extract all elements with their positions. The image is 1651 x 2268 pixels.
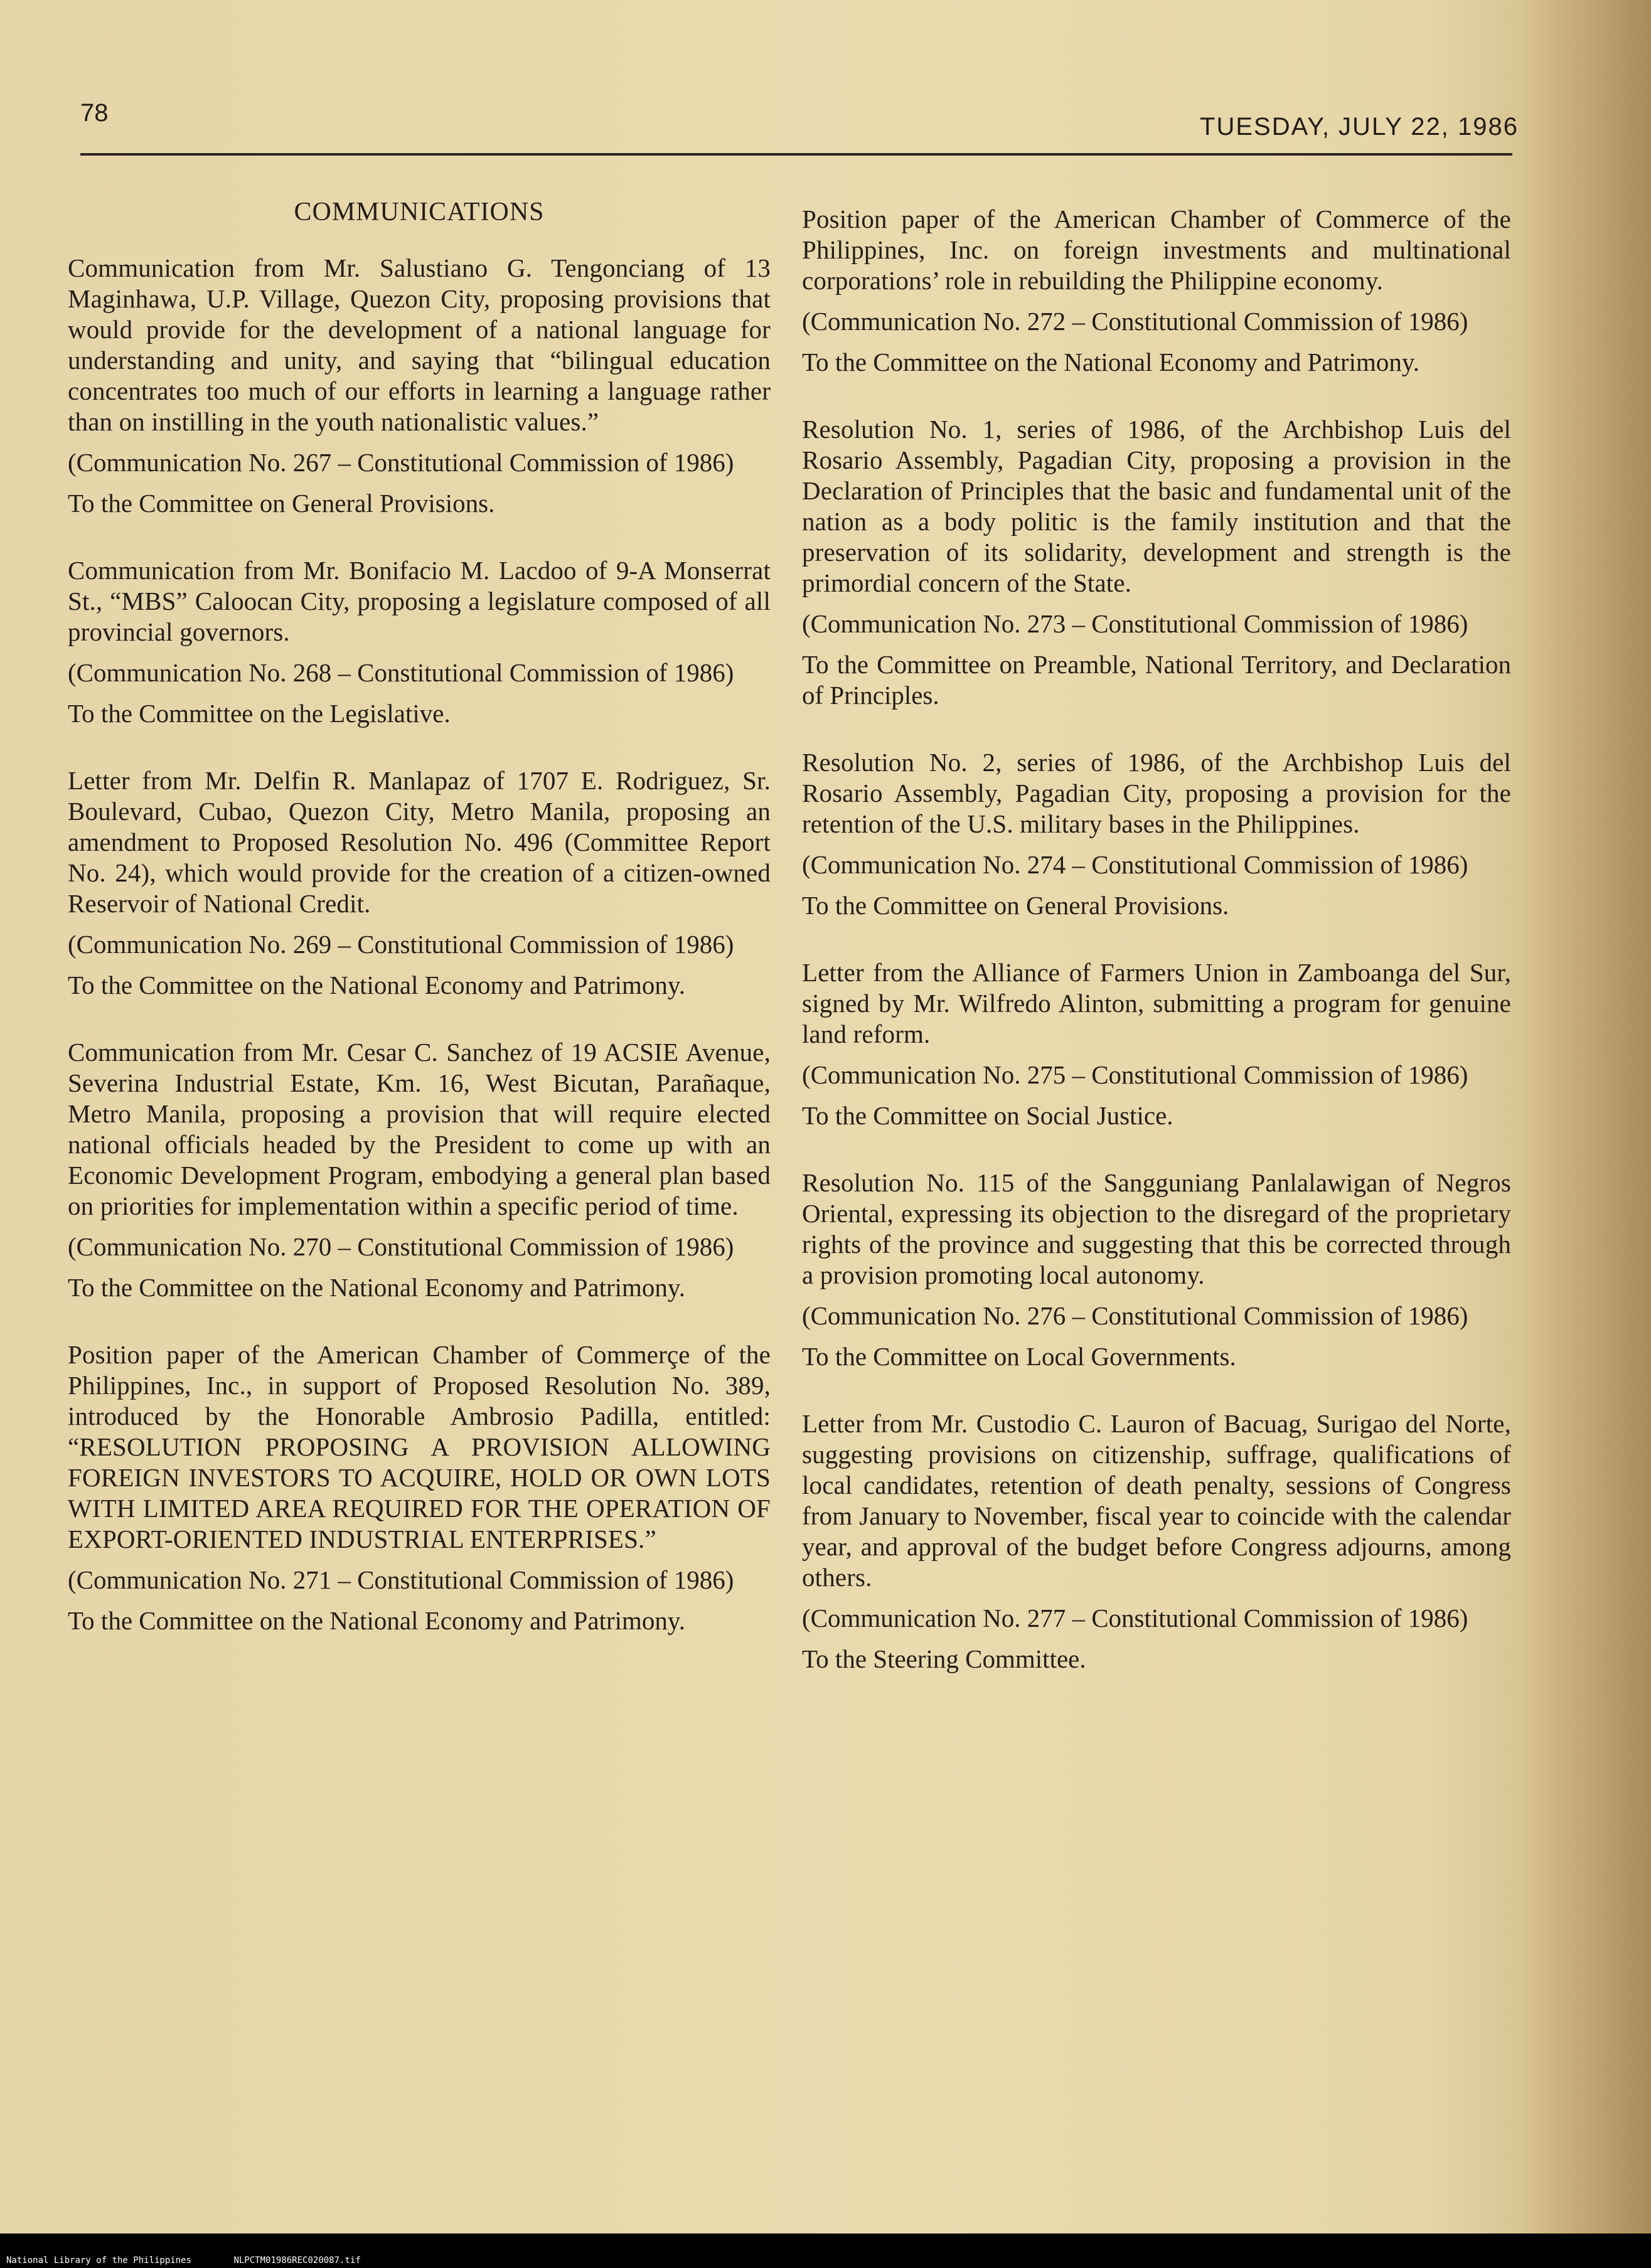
- communication-entry-275: [802, 957, 1511, 1131]
- entry-body: Resolution No. 115 of the Sangguniang Panlalawigan of Negros Oriental, expressing its objection to the disregard of the proprietary rights of the province and suggesting that this be corrected through a provision promoting local autonomy.: [802, 1168, 1511, 1289]
- entry-reference: (Communication No. 277 – Constitutional Commission of 1986): [802, 1604, 1468, 1632]
- entry-body: Communication from Mr. Cesar C. Sanchez of 19 ACSIE Avenue, Severina Industrial Estate, Km. 16, West Bicutan, Parañaque, Metro Manila, proposing a provision that will require elected national officials headed by the President to come up with an Economic Development Program, embodying a general plan based on priorities for implementation within a specific period of time.: [68, 1038, 771, 1220]
- entry-reference: (Communication No. 272 – Constitutional Commission of 1986): [802, 307, 1468, 336]
- entry-referral: To the Committee on the Legislative.: [68, 699, 451, 728]
- entry-referral: To the Committee on Preamble, National Territory, and Declaration of Principles.: [802, 650, 1511, 710]
- entry-reference: (Communication No. 268 – Constitutional Commission of 1986): [68, 658, 734, 687]
- entry-referral: To the Committee on the National Economy and Patrimony.: [802, 348, 1419, 376]
- entry-reference: (Communication No. 269 – Constitutional Commission of 1986): [68, 930, 734, 959]
- page-number: 78: [80, 99, 109, 127]
- entry-referral: To the Committee on the National Economy and Patrimony.: [68, 1606, 685, 1635]
- communication-entry-267: [68, 253, 771, 519]
- entry-body: Letter from Mr. Custodio C. Lauron of Bacuag, Surigao del Norte, suggesting provisions on citizenship, suffrage, qualifications of local candidates, retention of death penalty, sessions of Congress from January to November, fiscal year to coincide with the calendar year, and approval of the budget before Congress adjourns, among others.: [802, 1409, 1511, 1592]
- entry-body: Position paper of the American Chamber of Commerce of the Philippines, Inc. on foreign investments and multinational corporations’ role in rebuilding the Philippine economy.: [802, 205, 1511, 295]
- communication-entry-270: [68, 1037, 771, 1303]
- entry-reference: (Communication No. 274 – Constitutional Commission of 1986): [802, 850, 1468, 879]
- communication-entry-269: [68, 765, 771, 1001]
- entry-reference: (Communication No. 273 – Constitutional Commission of 1986): [802, 609, 1468, 638]
- scan-footer: [0, 2233, 1651, 2268]
- page-date: TUESDAY, JULY 22, 1986: [1200, 113, 1519, 141]
- entry-referral: To the Committee on Local Governments.: [802, 1342, 1236, 1371]
- scan-footer-text: [6, 2255, 361, 2266]
- entry-body: Communication from Mr. Salustiano G. Tengonciang of 13 Maginhawa, U.P. Village, Quezon City, proposing provisions that would provide for the development of a national language for understanding and unity, and saying that “bilingual education concentrates too much of our efforts in learning a language rather than on instilling in the youth nationalistic values.”: [68, 253, 771, 436]
- header-rule: [80, 153, 1512, 156]
- entry-reference: (Communication No. 275 – Constitutional Commission of 1986): [802, 1060, 1468, 1089]
- entry-reference: (Communication No. 276 – Constitutional Commission of 1986): [802, 1301, 1468, 1330]
- entry-body: Communication from Mr. Bonifacio M. Lacdoo of 9-A Monserrat St., “MBS” Caloocan City, proposing a legislature composed of all provincial governors.: [68, 556, 771, 646]
- entry-referral: To the Committee on General Provisions.: [802, 891, 1229, 920]
- entry-reference: (Communication No. 271 – Constitutional Commission of 1986): [68, 1565, 734, 1594]
- communication-entry-274: [802, 747, 1511, 921]
- entry-body: Resolution No. 2, series of 1986, of the Archbishop Luis del Rosario Assembly, Pagadian City, proposing a provision for the retention of the U.S. military bases in the Philippines.: [802, 748, 1511, 838]
- section-title: COMMUNICATIONS: [294, 198, 545, 226]
- entry-body: Resolution No. 1, series of 1986, of the Archbishop Luis del Rosario Assembly, Pagadian City, proposing a provision in the Declaration of Principles that the basic and fundamental unit of the nation as a body politic is the family institution and that the preservation of its solidarity, development and strength is the primordial concern of the State.: [802, 415, 1511, 597]
- communication-entry-271: [68, 1339, 771, 1636]
- entry-body: Letter from the Alliance of Farmers Union in Zamboanga del Sur, signed by Mr. Wilfredo Alinton, submitting a program for genuine land reform.: [802, 958, 1511, 1048]
- entry-referral: To the Committee on the National Economy and Patrimony.: [68, 1273, 685, 1302]
- entry-referral: To the Steering Committee.: [802, 1644, 1086, 1673]
- entry-reference: (Communication No. 270 – Constitutional Commission of 1986): [68, 1232, 734, 1261]
- communication-entry-277: [802, 1408, 1511, 1674]
- entry-body: Letter from Mr. Delfin R. Manlapaz of 1707 E. Rodriguez, Sr. Boulevard, Cubao, Quezon City, Metro Manila, proposing an amendment to Proposed Resolution No. 496 (Committee Report No. 24), which would provide for the creation of a citizen-owned Reservoir of National Credit.: [68, 766, 771, 918]
- right-column: [802, 204, 1511, 1711]
- communication-entry-272: [802, 204, 1511, 378]
- footer-source: National Library of the Philippines: [6, 2255, 192, 2265]
- entry-referral: To the Committee on Social Justice.: [802, 1101, 1173, 1130]
- entry-referral: To the Committee on the National Economy and Patrimony.: [68, 971, 685, 999]
- communication-entry-268: [68, 555, 771, 729]
- entry-body: Position paper of the American Chamber of Commerçe of the Philippines, Inc., in support of Proposed Resolution No. 389, introduced by the Honorable Ambrosio Padilla, entitled: “RESOLUTION PROPOSING A PROVISION ALLOWING FOREIGN INVESTORS TO ACQUIRE, HOLD OR OWN LOTS WITH LIMITED AREA REQUIRED FOR THE OPERATION OF EXPORT-ORIENTED INDUSTRIAL ENTERPRISES.”: [68, 1340, 771, 1553]
- entry-reference: (Communication No. 267 – Constitutional Commission of 1986): [68, 448, 734, 477]
- communication-entry-276: [802, 1168, 1511, 1372]
- communication-entry-273: [802, 414, 1511, 711]
- left-column: [68, 182, 771, 1673]
- entry-referral: To the Committee on General Provisions.: [68, 489, 495, 518]
- footer-filename: NLPCTM01986REC020087.tif: [233, 2255, 361, 2265]
